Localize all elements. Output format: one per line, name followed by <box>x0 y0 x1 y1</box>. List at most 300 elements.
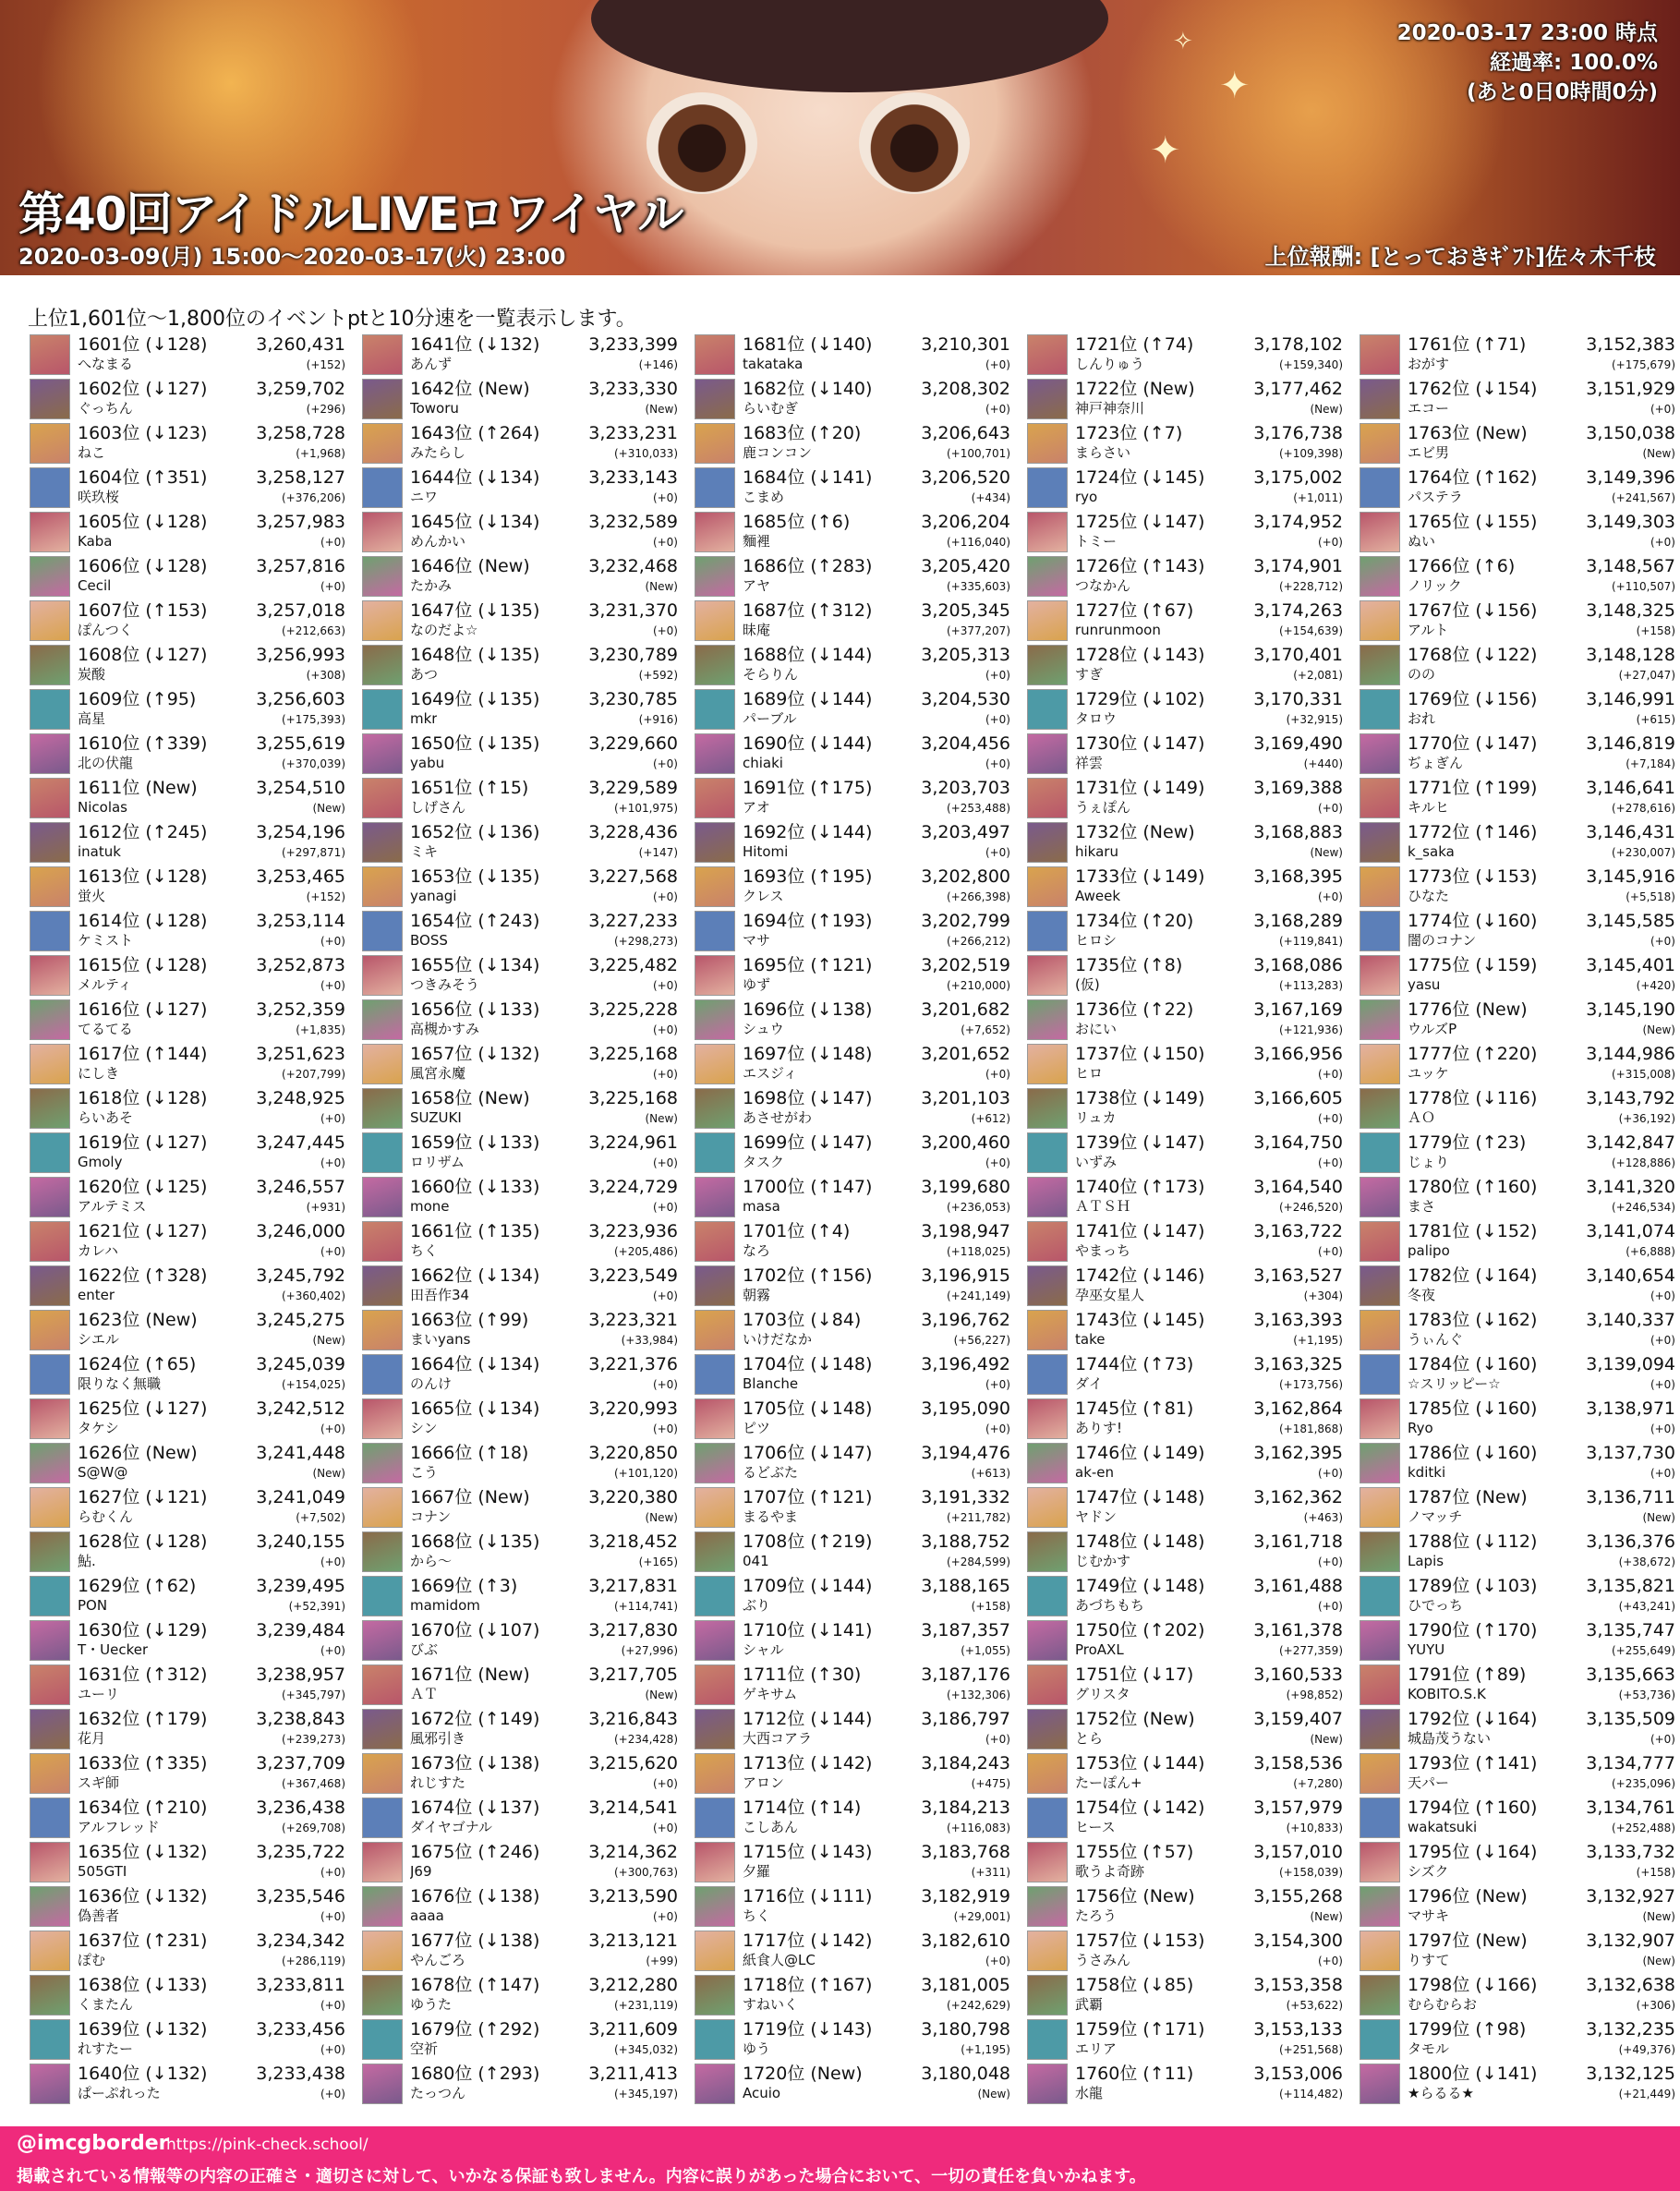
player-name: アオ <box>743 799 770 816</box>
rank-label: 1739位 (↓147) <box>1075 1132 1205 1153</box>
player-name: ゆう <box>743 2040 771 2057</box>
player-name: ぶり <box>743 1597 771 1614</box>
ten-minute-speed: (+10,833) <box>1286 1822 1343 1834</box>
ranking-entry <box>1023 732 1348 776</box>
event-points: 3,170,331 <box>1253 689 1343 709</box>
player-name: ★らるる★ <box>1408 2085 1474 2101</box>
event-points: 3,202,800 <box>921 866 1010 887</box>
ten-minute-speed: (New) <box>645 580 678 593</box>
avatar-icon <box>1027 467 1068 508</box>
player-name: じょり <box>1408 1154 1450 1170</box>
avatar-icon <box>362 512 403 552</box>
avatar-icon <box>1360 1044 1400 1084</box>
rank-label: 1643位 (↑264) <box>410 423 540 443</box>
player-name: 水龍 <box>1075 2085 1104 2101</box>
ten-minute-speed: (+0) <box>1317 1245 1343 1258</box>
event-points: 3,258,728 <box>256 423 345 443</box>
ten-minute-speed: (+0) <box>985 1378 1010 1391</box>
ranking-entry <box>26 998 351 1042</box>
avatar-icon <box>362 1487 403 1528</box>
avatar-icon <box>30 2019 70 2060</box>
ten-minute-speed: (+308) <box>306 669 345 682</box>
rank-label: 1689位 (↓144) <box>743 689 873 709</box>
event-points: 3,168,086 <box>1253 955 1343 975</box>
player-name: 北の伏龍 <box>78 755 134 771</box>
rank-label: 1783位 (↓162) <box>1408 1310 1538 1330</box>
ranking-entry <box>691 1707 1016 1751</box>
ten-minute-speed: (+306) <box>1636 1999 1675 2012</box>
avatar-icon <box>1360 1620 1400 1661</box>
ranking-entry <box>26 1219 351 1264</box>
rank-label: 1756位 (New) <box>1075 1886 1195 1907</box>
player-name: 偽善者 <box>78 1907 120 1924</box>
avatar-icon <box>30 733 70 774</box>
ten-minute-speed: (+100,701) <box>946 447 1010 460</box>
avatar-icon <box>362 2019 403 2060</box>
ten-minute-speed: (+0) <box>320 1644 345 1657</box>
avatar-icon <box>695 1132 735 1173</box>
ten-minute-speed: (+475) <box>971 1777 1010 1790</box>
player-name: YUYU <box>1408 1641 1445 1658</box>
ten-minute-speed: (New) <box>645 1511 678 1524</box>
ranking-entry <box>26 732 351 776</box>
player-name: たかみ <box>410 577 453 594</box>
rank-label: 1766位 (↑6) <box>1408 556 1516 576</box>
ten-minute-speed: (+612) <box>971 1112 1010 1125</box>
rank-label: 1693位 (↑195) <box>743 866 873 887</box>
ranking-entry <box>358 1929 683 1973</box>
rank-label: 1639位 (↓132) <box>78 2019 208 2040</box>
ten-minute-speed: (+304) <box>1303 1289 1343 1302</box>
avatar-icon <box>1027 911 1068 951</box>
ranking-entry <box>691 1397 1016 1441</box>
event-points: 3,187,357 <box>921 1620 1010 1640</box>
event-points: 3,136,376 <box>1586 1531 1675 1552</box>
player-name: りすて <box>1408 1952 1450 1968</box>
player-name: Aweek <box>1075 888 1121 904</box>
ten-minute-speed: (+0) <box>1317 1112 1343 1125</box>
player-name: つなかん <box>1075 577 1131 594</box>
avatar-icon <box>1027 1753 1068 1794</box>
player-name: ユーリ <box>78 1686 120 1702</box>
event-points: 3,135,509 <box>1586 1709 1675 1729</box>
avatar-icon <box>1027 1531 1068 1572</box>
avatar-icon <box>362 1132 403 1173</box>
ten-minute-speed: (+128,886) <box>1611 1156 1675 1169</box>
avatar-icon <box>1027 379 1068 419</box>
rank-label: 1749位 (↓148) <box>1075 1576 1205 1596</box>
player-name: Hitomi <box>743 843 789 860</box>
ten-minute-speed: (+0) <box>652 1156 678 1169</box>
status-box <box>1397 18 1658 107</box>
ranking-entry <box>1356 1131 1680 1175</box>
rank-label: 1797位 (New) <box>1408 1931 1528 1951</box>
player-name: ニワ <box>410 489 439 505</box>
player-name: しんりゅう <box>1075 356 1145 372</box>
avatar-icon <box>30 1709 70 1749</box>
avatar-icon <box>1360 1753 1400 1794</box>
rank-label: 1723位 (↑7) <box>1075 423 1183 443</box>
avatar-icon <box>1027 822 1068 863</box>
ranking-entry <box>1023 1796 1348 1840</box>
rank-label: 1712位 (↓144) <box>743 1709 873 1729</box>
player-name: エコー <box>1408 400 1450 417</box>
avatar-icon <box>695 1443 735 1483</box>
rank-label: 1790位 (↑170) <box>1408 1620 1538 1640</box>
ten-minute-speed: (+181,868) <box>1278 1422 1343 1435</box>
ranking-entry <box>1023 1441 1348 1485</box>
ranking-entry <box>1023 1840 1348 1884</box>
avatar-icon <box>1360 1487 1400 1528</box>
event-points: 3,251,623 <box>256 1044 345 1064</box>
ten-minute-speed: (+5,518) <box>1626 890 1675 903</box>
player-name: masa <box>743 1198 780 1215</box>
avatar-icon <box>1027 1798 1068 1838</box>
event-points: 3,246,000 <box>256 1221 345 1241</box>
avatar-icon <box>695 1310 735 1350</box>
avatar-icon <box>362 1842 403 1882</box>
ten-minute-speed: (+0) <box>985 1955 1010 1967</box>
rank-label: 1700位 (↑147) <box>743 1177 873 1197</box>
rank-label: 1682位 (↓140) <box>743 379 873 399</box>
rank-label: 1778位 (↓116) <box>1408 1088 1538 1108</box>
ten-minute-speed: (+0) <box>652 624 678 637</box>
ranking-entry <box>1356 2017 1680 2062</box>
ranking-entry <box>358 1530 683 1574</box>
ranking-entry <box>26 776 351 820</box>
player-name: たろう <box>1075 1907 1118 1924</box>
event-points: 3,133,732 <box>1586 1842 1675 1862</box>
ranking-entry <box>1023 687 1348 732</box>
ranking-entry <box>691 1175 1016 1219</box>
player-name: たっつん <box>410 2085 466 2101</box>
event-points: 3,224,729 <box>588 1177 678 1197</box>
avatar-icon <box>695 999 735 1040</box>
player-name: つきみそう <box>410 976 480 993</box>
player-name: ひなた <box>1408 888 1450 904</box>
event-points: 3,148,325 <box>1586 600 1675 621</box>
player-name: Lapis <box>1408 1553 1444 1569</box>
ranking-entry <box>26 1042 351 1086</box>
ten-minute-speed: (New) <box>1642 1955 1675 1967</box>
rank-label: 1612位 (↑245) <box>78 822 208 842</box>
rank-label: 1737位 (↓150) <box>1075 1044 1205 1064</box>
rank-label: 1671位 (New) <box>410 1664 530 1685</box>
event-points: 3,217,705 <box>588 1664 678 1685</box>
event-points: 3,164,750 <box>1253 1132 1343 1153</box>
ten-minute-speed: (+0) <box>652 1910 678 1923</box>
avatar-icon <box>695 556 735 597</box>
player-name: あづちもち <box>1075 1597 1145 1614</box>
ranking-entry <box>1356 687 1680 732</box>
player-name: パーブル <box>743 710 797 727</box>
ten-minute-speed: (+251,568) <box>1278 2043 1343 2056</box>
rank-label: 1774位 (↓160) <box>1408 911 1538 931</box>
player-name: 城島茂うない <box>1408 1730 1492 1747</box>
player-name: yasu <box>1408 976 1441 993</box>
event-points: 3,233,330 <box>588 379 678 399</box>
ranking-entry <box>691 953 1016 998</box>
avatar-icon <box>695 1487 735 1528</box>
rank-label: 1611位 (New) <box>78 778 198 798</box>
avatar-icon <box>1360 1088 1400 1129</box>
player-name: コナン <box>410 1508 452 1525</box>
avatar-icon <box>1027 689 1068 730</box>
ten-minute-speed: (+284,599) <box>946 1555 1010 1568</box>
ranking-entry <box>1356 421 1680 466</box>
twitter-handle[interactable]: @imcgborder <box>17 2132 169 2155</box>
ten-minute-speed: (+0) <box>320 536 345 549</box>
ten-minute-speed: (+207,799) <box>281 1068 345 1081</box>
avatar-icon <box>362 1310 403 1350</box>
ten-minute-speed: (+241,149) <box>946 1289 1010 1302</box>
event-points: 3,174,952 <box>1253 512 1343 532</box>
event-points: 3,135,821 <box>1586 1576 1675 1596</box>
ranking-entry <box>691 333 1016 377</box>
event-points: 3,233,811 <box>256 1975 345 1995</box>
player-name: ロリザム <box>410 1154 465 1170</box>
event-points: 3,257,816 <box>256 556 345 576</box>
event-points: 3,158,536 <box>1253 1753 1343 1773</box>
rank-label: 1614位 (↓128) <box>78 911 208 931</box>
player-name: のの <box>1408 666 1436 683</box>
avatar-icon <box>695 1798 735 1838</box>
event-points: 3,174,263 <box>1253 600 1343 621</box>
rank-label: 1752位 (New) <box>1075 1709 1195 1729</box>
ten-minute-speed: (+0) <box>985 757 1010 770</box>
event-points: 3,211,609 <box>588 2019 678 2040</box>
player-name: クレス <box>743 888 784 904</box>
event-points: 3,180,048 <box>921 2064 1010 2084</box>
ranking-entry <box>1023 1884 1348 1929</box>
avatar-icon <box>1027 645 1068 685</box>
ranking-entry <box>26 687 351 732</box>
avatar-icon <box>695 645 735 685</box>
rank-label: 1705位 (↓148) <box>743 1398 873 1419</box>
ten-minute-speed: (+158) <box>1636 1866 1675 1879</box>
ranking-entry <box>691 510 1016 554</box>
player-name: ryo <box>1075 489 1098 505</box>
ten-minute-speed: (+345,032) <box>613 2043 678 2056</box>
rank-label: 1630位 (↓129) <box>78 1620 208 1640</box>
avatar-icon <box>362 1088 403 1129</box>
event-points: 3,253,114 <box>256 911 345 931</box>
avatar-icon <box>1360 1265 1400 1306</box>
player-name: ウルズP <box>1408 1021 1457 1037</box>
event-points: 3,194,476 <box>921 1443 1010 1463</box>
site-url[interactable]: https://pink-check.school/ <box>166 2136 369 2154</box>
player-name: 朝霧 <box>743 1287 771 1303</box>
ten-minute-speed: (+154,025) <box>281 1378 345 1391</box>
rank-label: 1637位 (↑231) <box>78 1931 208 1951</box>
player-name: 孕巫女星人 <box>1075 1287 1145 1303</box>
player-name: (仮) <box>1075 976 1100 993</box>
avatar-icon <box>30 1132 70 1173</box>
rank-label: 1620位 (↓125) <box>78 1177 208 1197</box>
event-points: 3,196,915 <box>921 1265 1010 1286</box>
rank-label: 1674位 (↓137) <box>410 1798 540 1818</box>
ten-minute-speed: (+0) <box>1650 1289 1675 1302</box>
event-points: 3,211,413 <box>588 2064 678 2084</box>
player-name: aaaa <box>410 1907 444 1924</box>
player-name: タスク <box>743 1154 785 1170</box>
ranking-entry <box>691 1574 1016 1618</box>
rank-label: 1732位 (New) <box>1075 822 1195 842</box>
event-points: 3,154,300 <box>1253 1931 1343 1951</box>
ten-minute-speed: (+21,449) <box>1618 2088 1675 2100</box>
avatar-icon <box>362 1709 403 1749</box>
ten-minute-speed: (+0) <box>985 1068 1010 1081</box>
ten-minute-speed: (+315,008) <box>1611 1068 1675 1081</box>
player-name: 風宮永魔 <box>410 1065 466 1082</box>
rank-label: 1788位 (↓112) <box>1408 1531 1538 1552</box>
avatar-icon <box>1027 2064 1068 2104</box>
avatar-icon <box>695 1975 735 2015</box>
player-name: ＡＴＳＨ <box>1075 1198 1131 1215</box>
event-points: 3,161,718 <box>1253 1531 1343 1552</box>
player-name: Nicolas <box>78 799 127 816</box>
player-name: シエル <box>78 1331 120 1348</box>
player-name: Cecil <box>78 577 112 594</box>
player-name: 咲玖桜 <box>78 489 120 505</box>
player-name: hikaru <box>1075 843 1118 860</box>
event-points: 3,182,919 <box>921 1886 1010 1907</box>
event-points: 3,169,490 <box>1253 733 1343 754</box>
rank-label: 1669位 (↑3) <box>410 1576 518 1596</box>
avatar-icon <box>1027 1177 1068 1217</box>
player-name: うぃんぐ <box>1408 1331 1464 1348</box>
ranking-entry <box>1356 1929 1680 1973</box>
rank-label: 1685位 (↑6) <box>743 512 851 532</box>
avatar-icon <box>30 778 70 818</box>
ranking-entry <box>1023 421 1348 466</box>
ranking-entry <box>26 599 351 643</box>
ranking-entry <box>691 421 1016 466</box>
ten-minute-speed: (+43,241) <box>1618 1600 1675 1613</box>
ranking-entry <box>1356 732 1680 776</box>
ten-minute-speed: (New) <box>1310 1910 1343 1923</box>
event-points: 3,204,530 <box>921 689 1010 709</box>
player-name: SUZUKI <box>410 1109 462 1126</box>
event-points: 3,132,235 <box>1586 2019 1675 2040</box>
avatar-icon <box>362 1576 403 1616</box>
rank-label: 1646位 (New) <box>410 556 530 576</box>
sparkle-icon: ✧ <box>1173 28 1193 55</box>
ten-minute-speed: (+335,603) <box>946 580 1010 593</box>
event-points: 3,132,125 <box>1586 2064 1675 2084</box>
rank-label: 1686位 (↑283) <box>743 556 873 576</box>
ten-minute-speed: (New) <box>1642 447 1675 460</box>
ten-minute-speed: (New) <box>645 403 678 416</box>
ranking-entry <box>26 1618 351 1663</box>
avatar-icon <box>1027 1975 1068 2015</box>
event-points: 3,257,983 <box>256 512 345 532</box>
event-points: 3,140,337 <box>1586 1310 1675 1330</box>
player-name: なのだよ☆ <box>410 622 478 638</box>
avatar-icon <box>1360 733 1400 774</box>
rank-label: 1744位 (↑73) <box>1075 1354 1194 1374</box>
event-points: 3,184,213 <box>921 1798 1010 1818</box>
ranking-entry <box>691 1973 1016 2017</box>
rank-label: 1601位 (↓128) <box>78 334 208 355</box>
player-name: ピツ <box>743 1420 771 1436</box>
player-name: 505GTI <box>78 1863 127 1880</box>
ten-minute-speed: (+53,736) <box>1618 1689 1675 1701</box>
rank-label: 1716位 (↓111) <box>743 1886 873 1907</box>
avatar-icon <box>695 512 735 552</box>
event-points: 3,254,510 <box>256 778 345 798</box>
ranking-entry <box>1356 1884 1680 1929</box>
ranking-entry <box>691 599 1016 643</box>
rank-label: 1777位 (↑220) <box>1408 1044 1538 1064</box>
rank-label: 1731位 (↓149) <box>1075 778 1205 798</box>
rank-label: 1724位 (↓145) <box>1075 467 1205 488</box>
ranking-entry <box>26 1352 351 1397</box>
ranking-entry <box>691 1751 1016 1796</box>
event-points: 3,183,768 <box>921 1842 1010 1862</box>
player-name: とら <box>1075 1730 1104 1747</box>
rank-label: 1628位 (↓128) <box>78 1531 208 1552</box>
player-name: ダイヤゴナル <box>410 1819 492 1835</box>
ten-minute-speed: (+0) <box>1650 1422 1675 1435</box>
player-name: ひでっち <box>1408 1597 1464 1614</box>
ten-minute-speed: (+297,871) <box>281 846 345 859</box>
ranking-entry <box>691 2062 1016 2106</box>
rank-label: 1652位 (↓136) <box>410 822 540 842</box>
rank-label: 1795位 (↓164) <box>1408 1842 1538 1862</box>
event-points: 3,162,864 <box>1253 1398 1343 1419</box>
ten-minute-speed: (+32,915) <box>1286 713 1343 726</box>
event-points: 3,210,301 <box>921 334 1010 355</box>
avatar-icon <box>1360 689 1400 730</box>
ranking-entry <box>26 554 351 599</box>
avatar-icon <box>362 600 403 641</box>
ranking-entry <box>1023 2017 1348 2062</box>
event-points: 3,241,049 <box>256 1487 345 1507</box>
rank-label: 1692位 (↓144) <box>743 822 873 842</box>
ten-minute-speed: (+0) <box>1650 1467 1675 1480</box>
rank-label: 1680位 (↑293) <box>410 2064 540 2084</box>
event-points: 3,132,638 <box>1586 1975 1675 1995</box>
ranking-entry <box>1023 1397 1348 1441</box>
event-points: 3,146,991 <box>1586 689 1675 709</box>
player-name: こう <box>410 1464 439 1481</box>
ranking-entry <box>691 1352 1016 1397</box>
rank-label: 1667位 (New) <box>410 1487 530 1507</box>
eye-right <box>859 92 970 194</box>
rank-label: 1762位 (↓154) <box>1408 379 1538 399</box>
ranking-entry <box>1356 599 1680 643</box>
ten-minute-speed: (+300,763) <box>613 1866 678 1879</box>
avatar-icon <box>695 423 735 464</box>
avatar-icon <box>362 334 403 375</box>
event-points: 3,186,797 <box>921 1709 1010 1729</box>
ranking-entry <box>1356 1264 1680 1308</box>
ranking-entry <box>1023 1973 1348 2017</box>
player-name: 花月 <box>78 1730 106 1747</box>
ranking-entry <box>358 1751 683 1796</box>
ten-minute-speed: (+0) <box>985 1156 1010 1169</box>
player-name: まさ <box>1408 1198 1436 1215</box>
avatar-icon <box>30 1931 70 1971</box>
avatar-icon <box>30 1221 70 1262</box>
event-points: 3,236,438 <box>256 1798 345 1818</box>
avatar-icon <box>30 1265 70 1306</box>
event-points: 3,228,436 <box>588 822 678 842</box>
ranking-entry <box>1023 1929 1348 1973</box>
event-points: 3,170,401 <box>1253 645 1343 665</box>
ten-minute-speed: (New) <box>645 1689 678 1701</box>
